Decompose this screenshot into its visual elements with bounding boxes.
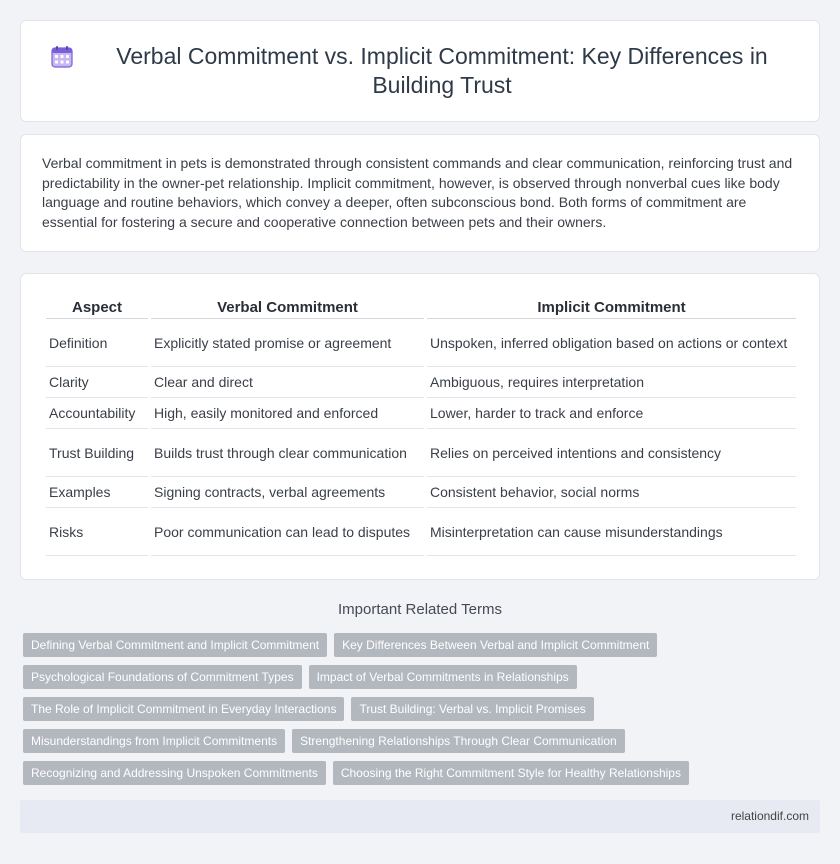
header-aspect: Aspect [46, 296, 148, 319]
cell-verbal: Clear and direct [151, 367, 424, 398]
cell-aspect: Clarity [46, 367, 148, 398]
footer-site[interactable]: relationdif.com [730, 809, 809, 823]
cell-aspect: Definition [46, 319, 148, 367]
related-term-tag[interactable]: Misunderstandings from Implicit Commitments [23, 729, 285, 753]
related-term-tag[interactable]: Defining Verbal Commitment and Implicit Commitment [23, 633, 327, 657]
related-term-tag[interactable]: The Role of Implicit Commitment in Everyday Interactions [23, 697, 344, 721]
cell-implicit: Unspoken, inferred obligation based on actions or context [427, 319, 796, 367]
table-header-row [46, 296, 796, 319]
related-term-tag[interactable]: Trust Building: Verbal vs. Implicit Promises [351, 697, 593, 721]
table-row [46, 477, 796, 508]
table-row [46, 429, 796, 477]
comparison-table-card [20, 273, 820, 580]
table-row [46, 508, 796, 556]
cell-implicit: Ambiguous, requires interpretation [427, 367, 796, 398]
cell-verbal: Builds trust through clear communication [151, 429, 424, 477]
cell-verbal: Signing contracts, verbal agreements [151, 477, 424, 508]
related-term-tag[interactable]: Impact of Verbal Commitments in Relationships [309, 665, 577, 689]
cell-verbal: Explicitly stated promise or agreement [151, 319, 424, 367]
page-title: Verbal Commitment vs. Implicit Commitment: Key Differences in Building Trust [116, 43, 768, 98]
related-term-tag[interactable]: Choosing the Right Commitment Style for Healthy Relationships [333, 761, 689, 785]
table-row [46, 319, 796, 367]
cell-implicit: Lower, harder to track and enforce [427, 398, 796, 429]
related-terms-tags [23, 633, 823, 793]
cell-aspect: Accountability [46, 398, 148, 429]
header-card [20, 20, 820, 122]
cell-aspect: Trust Building [46, 429, 148, 477]
related-term-tag[interactable]: Psychological Foundations of Commitment Types [23, 665, 302, 689]
cell-verbal: Poor communication can lead to disputes [151, 508, 424, 556]
related-terms-title: Important Related Terms [338, 601, 502, 618]
header-implicit-commitment: Implicit Commitment [427, 296, 796, 319]
cell-verbal: High, easily monitored and enforced [151, 398, 424, 429]
table-row [46, 398, 796, 429]
header-verbal-commitment: Verbal Commitment [151, 296, 424, 319]
related-term-tag[interactable]: Strengthening Relationships Through Clear Communication [292, 729, 625, 753]
related-term-tag[interactable]: Key Differences Between Verbal and Implicit Commitment [334, 633, 657, 657]
cell-aspect: Examples [46, 477, 148, 508]
table-row [46, 367, 796, 398]
summary-card [20, 134, 820, 252]
footer [20, 800, 820, 833]
cell-implicit: Relies on perceived intentions and consistency [427, 429, 796, 477]
cell-implicit: Consistent behavior, social norms [427, 477, 796, 508]
related-term-tag[interactable]: Recognizing and Addressing Unspoken Commitments [23, 761, 326, 785]
cell-aspect: Risks [46, 508, 148, 556]
comparison-table [43, 296, 799, 556]
calendar-icon [51, 46, 73, 68]
cell-implicit: Misinterpretation can cause misunderstandings [427, 508, 796, 556]
summary-text: Verbal commitment in pets is demonstrated through consistent commands and clear communication, reinforcing trust and predictability in the owner-pet relationship. Implicit commitment, however, is observed through nonverbal cues like body language and routine behaviors, which convey a deeper, often subconscious bond. Both forms of commitment are essential for fostering a secure and cooperative connection between pets and their owners. [42, 155, 793, 230]
